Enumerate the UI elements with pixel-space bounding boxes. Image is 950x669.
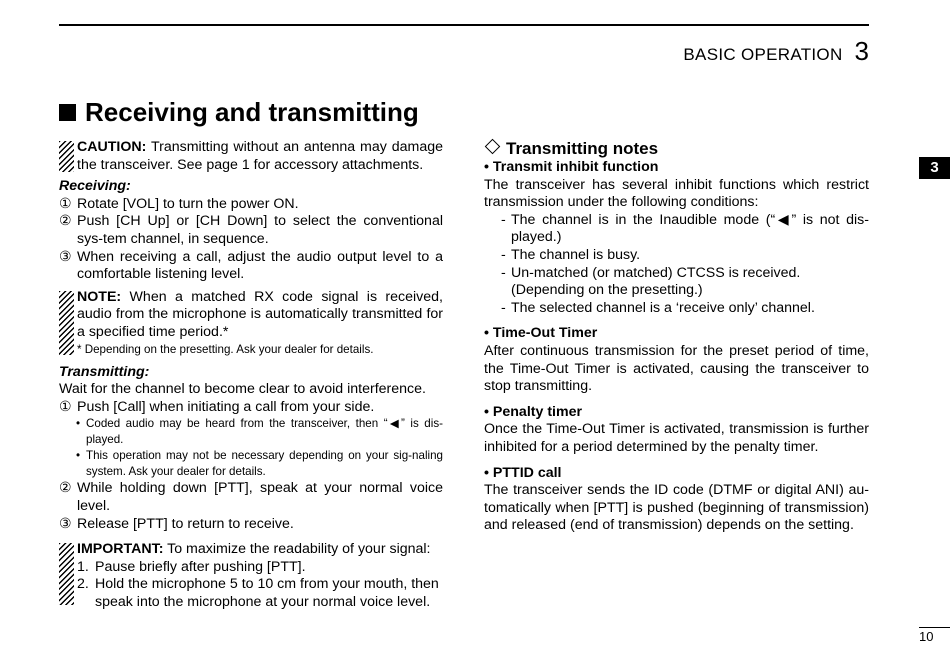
penalty-heading: • Penalty timer	[484, 403, 583, 420]
section-name: BASIC OPERATION	[683, 45, 843, 64]
condition-item: - The channel is busy.	[501, 246, 641, 263]
note-label: NOTE:	[77, 288, 122, 305]
page-number: 10	[919, 629, 934, 644]
list-item: ① Rotate [VOL] to turn the power ON.	[59, 195, 299, 212]
list-item: ② Push [CH Up] or [CH Down] to select the conventional sys-tem channel, in sequence.	[59, 213, 443, 247]
list-item: ③ When receiving a call, adjust the audio output level to a comfortable listening level.	[59, 248, 443, 283]
section-tab: 3	[919, 157, 950, 179]
list-item: ② While holding down [PTT], speak at your normal voice level.	[59, 480, 443, 514]
receive-note	[59, 289, 443, 358]
left-column	[59, 139, 443, 611]
important-hatch-icon	[59, 543, 74, 605]
page-title: Receiving and transmitting	[59, 97, 419, 128]
condition-item: - Un-matched (or matched) CTCSS is received. (Depending on the presetting.)	[501, 264, 801, 299]
page-number-rule	[919, 627, 950, 628]
square-bullet-icon	[59, 104, 76, 121]
section-header	[683, 36, 869, 67]
tot-text: After continuous transmission for the preset period of time, the Time-Out Timer is activated, causing the transceiver to stop transmitting.	[484, 342, 869, 395]
list-item: 2. Hold the microphone 5 to 10 cm from your mouth, then speak into the microphone at your normal voice level.	[77, 576, 439, 610]
tot-heading: • Time-Out Timer	[484, 325, 598, 342]
caution-hatch-icon	[59, 141, 74, 172]
condition-item: - The channel is in the Inaudible mode (“◀” is not dis-played.)	[501, 211, 869, 246]
receiving-heading: Receiving:	[59, 178, 131, 195]
condition-item: - The selected channel is a ‘receive only’ channel.	[501, 299, 815, 316]
bullet-item: • This operation may not be necessary depending on your sig-naling system. Ask your dealer for details.	[76, 449, 443, 479]
note-footnote: * Depending on the presetting. Ask your dealer for details.	[77, 342, 374, 356]
receiving-steps	[59, 196, 443, 284]
bullet-item: • Coded audio may be heard from the transceiver, then “◀” is dis-played.	[76, 417, 443, 447]
caution-label: CAUTION:	[77, 139, 147, 155]
penalty-text: Once the Time-Out Timer is activated, transmission is further inhibited for a period determined by the penalty timer.	[484, 421, 869, 455]
inhibit-heading: • Transmit inhibit function	[484, 159, 659, 175]
right-column	[484, 139, 869, 535]
list-item: ③ Release [PTT] to return to receive.	[59, 515, 294, 532]
caution-note	[59, 139, 443, 174]
section-number: 3	[854, 36, 869, 66]
pttid-text: The transceiver sends the ID code (DTMF or digital ANI) au-tomatically when [PTT] is pushed (beginning of transmission) and released (end of transmission) depends on the setting.	[484, 482, 869, 534]
transmitting-intro: Wait for the channel to become clear to avoid interference.	[59, 381, 426, 398]
important-text: To maximize the readability of your signal:	[163, 541, 431, 558]
inhibit-text: The transceiver has several inhibit functions which restrict transmission under the following conditions:	[484, 176, 869, 211]
transmitting-notes-heading: Transmitting notes	[484, 139, 869, 159]
pttid-heading: • PTTID call	[484, 464, 562, 481]
diamond-icon	[485, 139, 501, 155]
list-item: ① Push [Call] when initiating a call from your side.	[59, 398, 375, 415]
header-rule	[59, 24, 869, 26]
note-text: When a matched RX code signal is received, audio from the microphone is automatically transmitted for a specified time period.*	[77, 288, 443, 340]
note-hatch-icon	[59, 291, 74, 355]
list-item: 1. Pause briefly after pushing [PTT].	[77, 558, 306, 575]
transmitting-heading: Transmitting:	[59, 363, 150, 380]
important-label: IMPORTANT:	[77, 541, 164, 558]
caution-text: Transmitting without an antenna may damage the transceiver. See page 1 for accessory attachments.	[77, 139, 443, 173]
important-note	[59, 541, 443, 611]
